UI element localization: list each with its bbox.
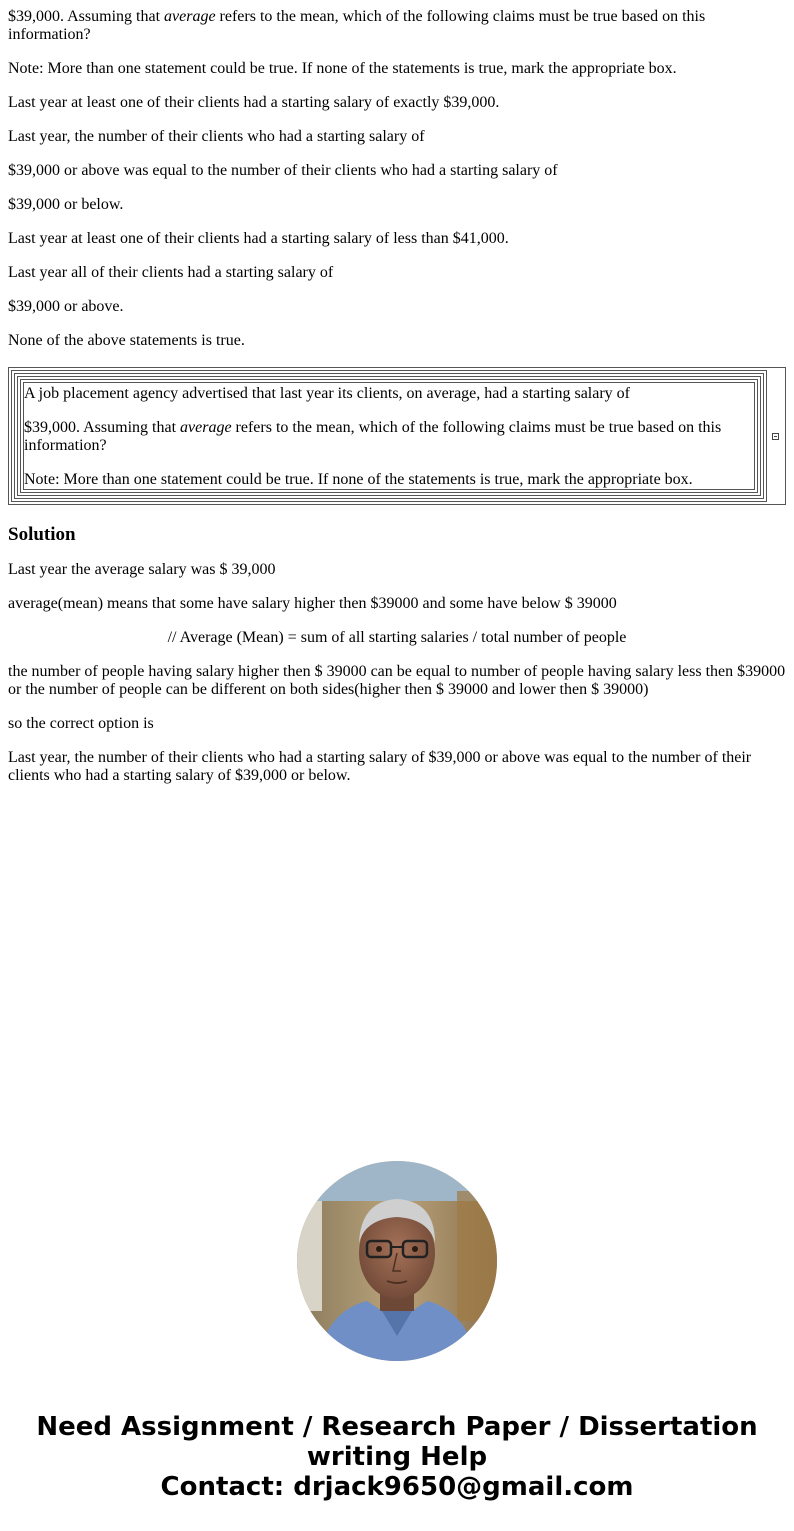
question-box-note: Note: More than one statement could be true. If none of the statements is true, mark the appropriate box. bbox=[24, 471, 693, 488]
collapse-icon[interactable] bbox=[772, 433, 779, 440]
question-box-content bbox=[23, 382, 755, 490]
solution-paragraph: so the correct option is bbox=[8, 715, 154, 732]
solution-paragraph: average(mean) means that some have salary higher then $39000 and some have below $ 39000 bbox=[8, 595, 617, 612]
question-box-line2: $39,000. Assuming that average refers to the mean, which of the following claims must be true based on this information? bbox=[24, 419, 722, 454]
question-box-line1: A job placement agency advertised that last year its clients, on average, had a starting salary of bbox=[24, 385, 630, 402]
solution-answer: Last year, the number of their clients who had a starting salary of $39,000 or above was equal to the number of their clients who had a starting salary of $39,000 or below. bbox=[8, 749, 752, 784]
option-text: Last year at least one of their clients had a starting salary of exactly $39,000. bbox=[8, 94, 500, 111]
solution-formula: // Average (Mean) = sum of all starting salaries / total number of people bbox=[167, 629, 627, 646]
solution-heading: Solution bbox=[8, 524, 76, 545]
author-photo bbox=[297, 1161, 497, 1361]
page-content bbox=[0, 8, 794, 785]
option-text: $39,000 or above. bbox=[8, 298, 124, 315]
expand-cell[interactable] bbox=[767, 370, 783, 502]
promo-contact[interactable]: Contact: drjack9650@gmail.com bbox=[160, 1472, 634, 1502]
option-text: $39,000 or above was equal to the number of their clients who had a starting salary of bbox=[8, 162, 558, 179]
option-text: Last year at least one of their clients had a starting salary of less than $41,000. bbox=[8, 230, 509, 247]
question-intro: $39,000. Assuming that average refers to the mean, which of the following claims must be true based on this information? bbox=[8, 8, 706, 43]
option-text: None of the above statements is true. bbox=[8, 332, 245, 349]
promo-banner bbox=[0, 1412, 794, 1502]
option-text: Last year all of their clients had a starting salary of bbox=[8, 264, 334, 281]
solution-paragraph: Last year the average salary was $ 39,000 bbox=[8, 561, 276, 578]
option-text: Last year, the number of their clients who had a starting salary of bbox=[8, 128, 425, 145]
promo-line: Need Assignment / Research Paper / Dissertation bbox=[36, 1412, 758, 1442]
author-avatar bbox=[297, 1161, 497, 1361]
question-box bbox=[8, 367, 786, 505]
solution-paragraph: the number of people having salary higher then $ 39000 can be equal to number of people having salary less then $39000 or the number of people can be different on both sides(higher then $ 39000 and lower then $ 39000) bbox=[8, 663, 786, 698]
promo-line: writing Help bbox=[306, 1442, 488, 1472]
question-note: Note: More than one statement could be true. If none of the statements is true, mark the appropriate box. bbox=[8, 60, 677, 77]
option-text: $39,000 or below. bbox=[8, 196, 124, 213]
